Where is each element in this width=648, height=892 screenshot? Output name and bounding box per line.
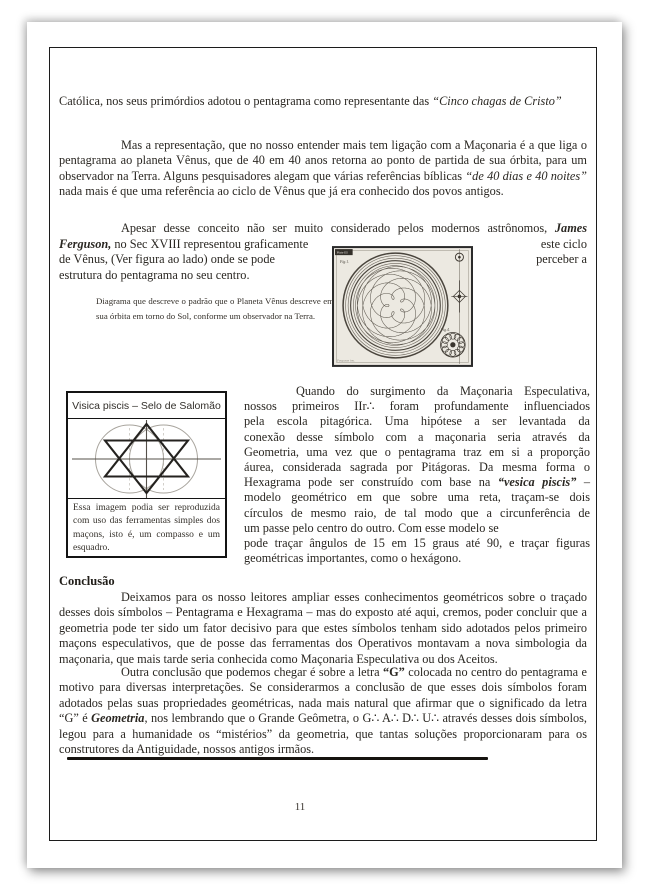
text-segment: perceber a [536,252,587,266]
text-line [244,536,590,551]
page-border-frame [49,47,597,841]
text-line [244,460,590,475]
text-fragment-right [541,237,587,252]
text-segment: “G” [382,665,405,679]
closing-rule [67,757,488,760]
paragraph-apesar-line2 [59,237,587,252]
text-line [244,475,590,490]
hexagram-svg [68,419,225,498]
vesica-piscis-box [66,391,227,558]
text-line [244,521,590,536]
text-segment: Geometria, uma vez que o pentagrama traz em si a proporção [244,444,590,459]
venus-figure-caption [96,294,334,324]
text-segment: Diagrama que descreve o padrão que o Planeta Vênus descreve em sua órbita em torno do Sol, conforme um observador na Terra. [96,296,334,321]
text-segment: Católica, nos seus primórdios adotou o pentagrama como representante das [59,94,433,108]
vesica-drawing [68,419,225,498]
text-segment: Deixamos para os nosso leitores ampliar esses conhecimentos geométricos sobre o traçado desses dois símbolos – Pentagrama e Hexagrama – mas do exposto até aqui, cremos, poder concluir que a geometria pode ter sido um fator decisivo para que estes símbolos tenham sido adotados pelos primeiro maçons especulativos, que de posse das ferramentas dos Operativos montavam a nova simbologia da maçonaria, que mais tarde seria conhecida como Maçonaria Especulativa ou dos Aceitos. [59,590,587,666]
engraving-signature: Ferguson inv. [337,358,355,363]
paragraph-apesar-line3 [59,252,587,267]
vesica-box-title: Visica piscis – Selo de Salomão [68,393,225,419]
plate-label: Plate III [336,250,348,255]
paragraph-apesar-line4 [59,268,587,283]
text-line [244,399,590,414]
text-segment: Mas a representação, que no nosso entender mais tem ligação com a Maçonaria é a que liga o pentagrama ao planeta Vênus, que de 40 em 40 anos retorna ao ponto de partida de sua órbita, para um observador na Terra. Alguns pesquisadores alegam que várias referências bíblicas [59,138,587,183]
text-segment: círculos de mesmo raio, de tal modo que a circunferência de [244,505,590,520]
text-segment: Essa imagem podia ser reproduzida com uso das ferramentas simples dos maçons, isto é, um compasso e um esquadro. [73,503,220,554]
text-fragment-right [536,252,587,267]
text-fragment-left [59,237,308,252]
paragraph-catolica [59,94,587,109]
text-line [244,414,590,429]
text-segment: geométricas importantes, como o hexágono. [244,551,462,566]
text-segment: Geometria [91,711,145,726]
text-segment: colocada no centro do pentagrama e motivo para diversas interpretações. Se considerarmos a conclusão de que esses dois símbolos foram adotados pelas suas propriedades geométricas, nada mais natural que afirmar que o significado da letra “G” é [59,665,587,726]
right-column-text [244,384,590,566]
text-segment: Ferguson, [59,236,112,251]
text-fragment-left [59,252,275,267]
text-segment: conexão desse símbolo com a maçonaria seria através da [244,429,590,444]
text-segment: este ciclo [540,236,587,251]
text-segment: Quando do surgimento da Maçonaria Especulativa, [296,384,590,398]
vesica-box-caption [68,498,225,556]
paragraph-mas-representacao [59,138,587,200]
page-number: 11 [294,801,306,813]
text-segment: – [576,475,590,490]
text-segment: Apesar desse conceito não ser muito considerado pelos modernos astrônomos, [121,221,555,235]
text-segment: nossos primeiros IIr∴ foram profundamente influenciados [244,399,590,414]
paragraph-apesar-line1 [59,221,587,236]
text-segment: pela escola pitagórica. Uma hipótese a ser levantada da [244,414,590,429]
text-line [244,430,590,445]
venus-orbit-svg [332,246,473,367]
text-segment: pode traçar ângulos de 15 em 15 graus até 90, e traçar figuras [244,536,590,551]
text-segment: Outra conclusão que podemos chegar é sobre a letra [121,665,383,679]
text-segment: “vesica piscis” [497,475,577,490]
text-line [244,506,590,521]
text-segment: “Cinco chagas de Cristo” [432,94,562,108]
page-sheet [27,22,622,868]
conclusion-paragraph-2 [59,665,587,757]
text-segment: , nos lembrando que o Grande Geômetra, o G∴ A∴ D∴ U∴ através desses dois símbolos, legou para a humanidade os “mistérios” da geometria, que tantas soluções proporcionaram para os construtores da Antiguidade, nossos antigos irmãos. [59,711,588,757]
conclusion-paragraph-1 [59,590,587,667]
text-line [244,384,590,399]
text-line [244,490,590,505]
text-segment: um passe pelo centro do outro. Com esse modelo se [244,520,499,535]
text-segment: no Sec XVIII representou graficamente [111,236,309,251]
text-segment: nada mais é que uma referência ao ciclo de Vênus que já era conhecido dos povos antigos. [59,184,504,199]
text-segment: Hexagrama pode ser construído com base na [244,475,498,490]
engraving-border [333,247,472,366]
conclusion-heading: Conclusão [59,574,115,588]
text-segment: estrutura do pentagrama no seu centro. [59,267,250,282]
text-segment: áurea, considerada sagrada por Pitágoras. Da mesma forma o [244,460,590,475]
text-segment: “de 40 dias e 40 noites” [465,168,587,183]
venus-orbit-engraving [332,246,473,367]
fig4-label: Fig.4. [440,328,450,333]
text-line [244,445,590,460]
text-segment: de Vênus, (Ver figura ao lado) onde se pode [59,252,275,266]
text-segment: James [554,221,587,235]
text-segment: modelo geométrico em que sobre uma reta, traçam-se dois [244,490,590,505]
fig1-label: Fig.1. [340,260,350,265]
text-line [244,551,590,566]
